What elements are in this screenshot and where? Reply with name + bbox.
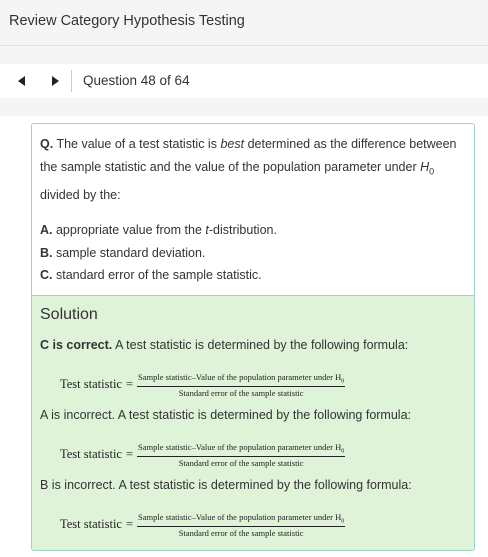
option-text: sample standard deviation. [55, 245, 206, 260]
solution-panel [32, 295, 474, 551]
formula-numerator: Sample statistic–Value of the population parameter under $H_0$ [138, 372, 345, 385]
question-label: Q. [40, 137, 54, 151]
formula-fraction [137, 512, 345, 538]
formula-fraction [137, 372, 345, 398]
correct-answer-label: C is correct. [40, 338, 113, 352]
solution-title: Solution [40, 306, 98, 323]
option-italic: t [205, 223, 209, 237]
previous-question-button[interactable] [14, 73, 30, 89]
caret-right-icon [51, 76, 59, 86]
question-text-part-3: divided by the: [40, 187, 121, 202]
page-title: Review Category Hypothesis Testing [9, 13, 245, 29]
question-text-part-1: The value of a test statistic is [56, 137, 217, 151]
h-subscript: 0 [429, 166, 435, 177]
toolbar-divider [71, 70, 72, 92]
formula-equals: = [125, 447, 134, 462]
option-c[interactable] [40, 264, 277, 287]
formula-lhs: Test statistic [60, 377, 122, 392]
formula-denominator: Standard error of the sample statistic [178, 457, 304, 468]
solution-correct-line [40, 338, 408, 352]
option-text-post: -distribution. [208, 223, 277, 237]
formula-lhs: Test statistic [60, 447, 122, 462]
spacer-strip [0, 46, 488, 64]
option-letter: C. [40, 268, 53, 282]
formula-denominator: Standard error of the sample statistic [178, 527, 304, 538]
question-stem [40, 133, 460, 207]
spacer-strip-lower [0, 98, 488, 116]
option-letter: B. [40, 245, 53, 260]
option-b[interactable] [40, 242, 277, 265]
solution-incorrect-a-line: A is incorrect. A test statistic is determined by the following formula: [40, 408, 411, 422]
formula [60, 442, 345, 468]
option-text: standard error of the sample statistic. [55, 268, 262, 282]
formula-equals: = [125, 377, 134, 392]
question-counter: Question 48 of 64 [83, 73, 190, 88]
formula-numerator: Sample statistic–Value of the population parameter under $H_0$ [138, 442, 345, 455]
solution-incorrect-b-line: B is incorrect. A test statistic is determined by the following formula: [40, 478, 412, 492]
question-card [31, 123, 475, 551]
formula-denominator: Standard error of the sample statistic [178, 387, 304, 398]
question-text-part-2: determined as the difference between the sample statistic and the value of the population parameter under [40, 137, 457, 174]
correct-explanation: A test statistic is determined by the following formula: [115, 338, 409, 352]
formula-fraction [137, 442, 345, 468]
header-bar [0, 0, 488, 46]
caret-left-icon [18, 76, 26, 86]
option-letter: A. [40, 223, 53, 237]
answer-options [40, 219, 277, 287]
formula-equals: = [125, 517, 134, 532]
question-text-emphasis: best [220, 137, 245, 151]
h-symbol: H [420, 160, 430, 174]
option-text: appropriate value from the [55, 223, 202, 237]
question-toolbar [9, 65, 488, 97]
formula-lhs: Test statistic [60, 517, 122, 532]
formula-numerator: Sample statistic–Value of the population parameter under $H_0$ [138, 512, 345, 525]
formula [60, 372, 345, 398]
formula [60, 512, 345, 538]
next-question-button[interactable] [47, 73, 63, 89]
option-a[interactable] [40, 219, 277, 242]
